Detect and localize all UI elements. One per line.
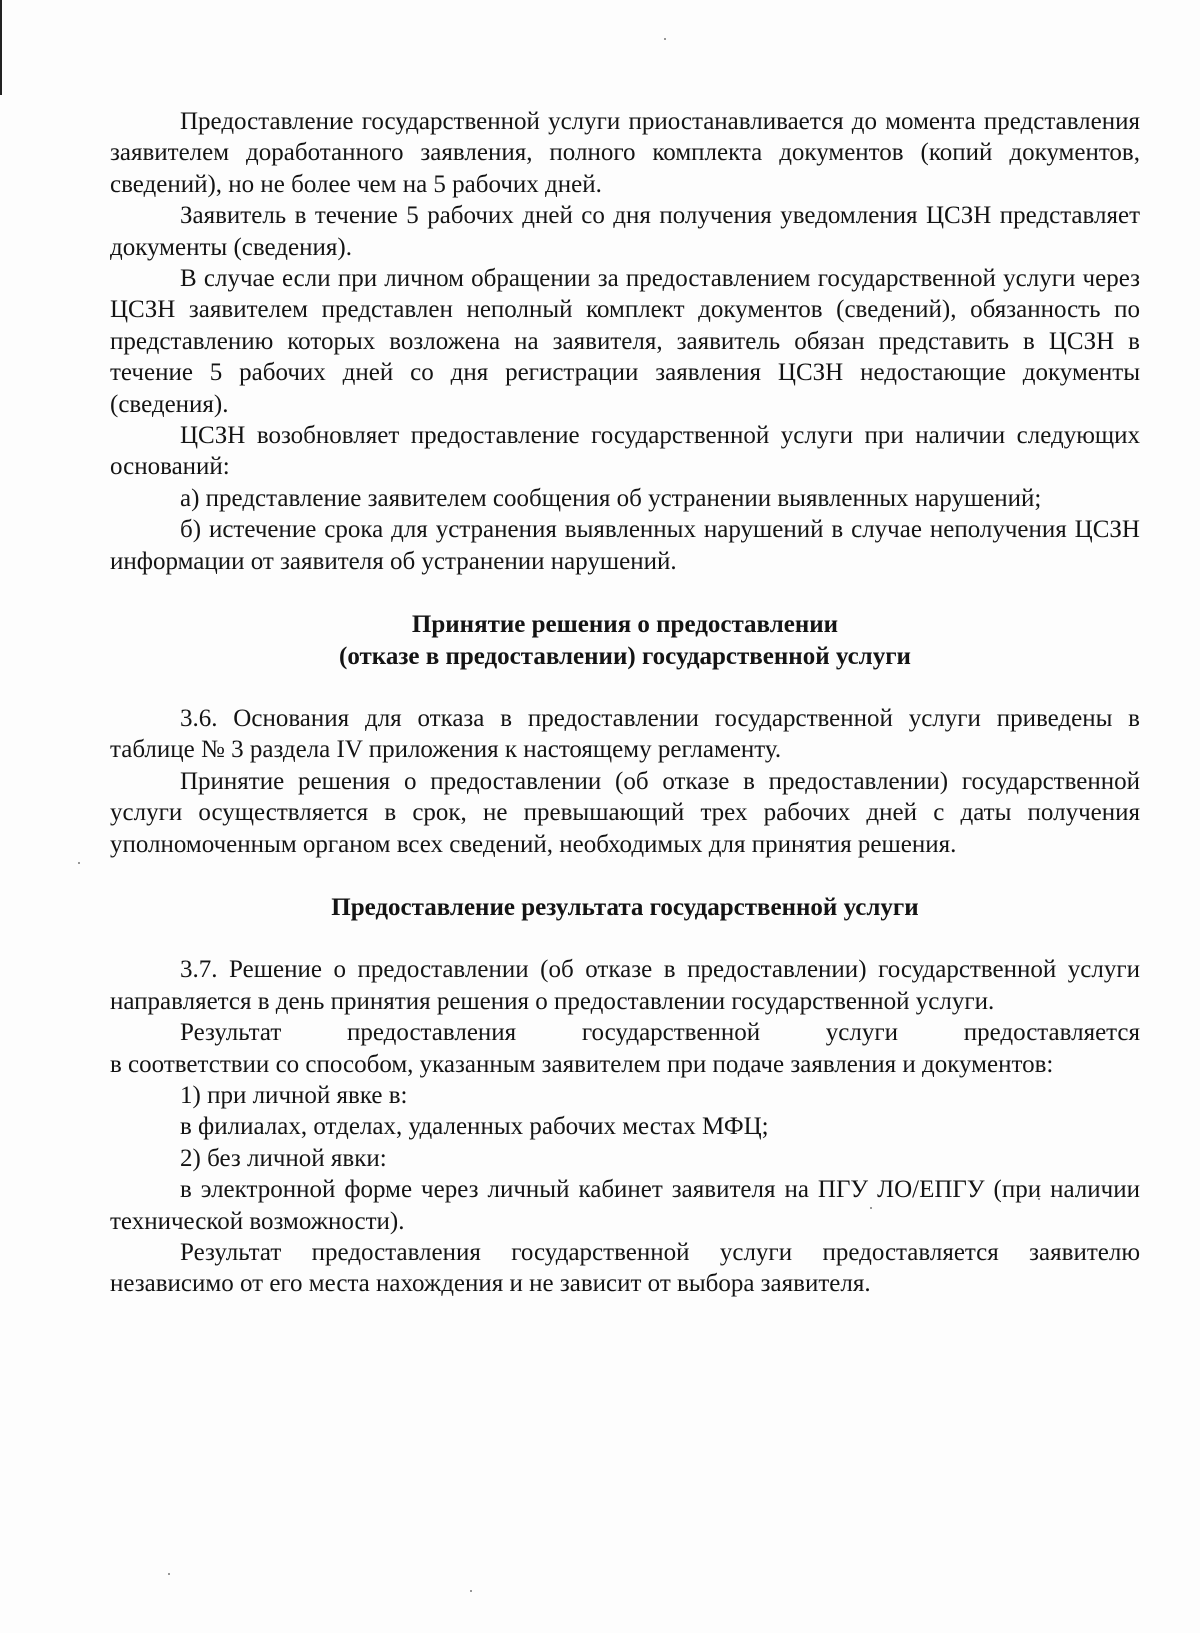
paragraph-result-delivery-line: Результат предоставления государственной услуги предоставляется bbox=[180, 1019, 1140, 1047]
document-body bbox=[110, 106, 1140, 1300]
paragraph-electronic: в электронной форме через личный кабинет заявителя на ПГУ ЛО/ЕПГУ (при наличии технической возможности). bbox=[110, 1176, 1140, 1235]
section-heading-decision bbox=[110, 609, 1140, 672]
paragraph-3-7: 3.7. Решение о предоставлении (об отказе в предоставлении) государственной услуги направляется в день принятия решения о предоставлении государственной услуги. bbox=[110, 956, 1140, 1015]
scan-speck bbox=[664, 38, 666, 40]
paragraph-deadline: Заявитель в течение 5 рабочих дней со дня получения уведомления ЦСЗН представляет документы (сведения). bbox=[110, 202, 1140, 261]
scan-speck bbox=[470, 1590, 472, 1592]
paragraph-in-person: 1) при личной явке в: bbox=[180, 1081, 408, 1109]
scan-speck bbox=[168, 1573, 170, 1575]
paragraph-suspension: Предоставление государственной услуги приостанавливается до момента представления заявителем доработанного заявления, полного комплекта документов (копий документов, сведений), но не более чем на 5 рабочих дней. bbox=[110, 108, 1140, 198]
paragraph-result-delivery-rest: в соответствии со способом, указанным заявителем при подаче заявления и документов: bbox=[110, 1050, 1054, 1078]
heading-line: Принятие решения о предоставлении bbox=[411, 611, 839, 639]
paragraph-independence: Результат предоставления государственной услуги предоставляется заявителю независимо от его места нахождения и не зависит от выбора заявителя. bbox=[110, 1239, 1140, 1298]
paragraph-mfc: в филиалах, отделах, удаленных рабочих местах МФЦ; bbox=[180, 1113, 769, 1141]
scan-speck bbox=[78, 862, 80, 864]
paragraph-decision-term: Принятие решения о предоставлении (об отказе в предоставлении) государственной услуги осуществляется в срок, не превышающий трех рабочих дней с даты получения уполномоченным органом всех сведений, необходимых для принятия решения. bbox=[110, 767, 1140, 858]
paragraph-remote: 2) без личной явки: bbox=[180, 1144, 387, 1172]
paragraph-item-a: а) представление заявителем сообщения об устранении выявленных нарушений; bbox=[180, 484, 1042, 512]
paragraph-resumption: ЦСЗН возобновляет предоставление государственной услуги при наличии следующих оснований: bbox=[110, 422, 1140, 481]
section-heading-result: Предоставление результата государственной услуги bbox=[331, 893, 919, 921]
paragraph-3-6: 3.6. Основания для отказа в предоставлении государственной услуги приведены в таблице № 3 раздела IV приложения к настоящему регламенту. bbox=[110, 704, 1140, 764]
heading-line: (отказе в предоставлении) государственной услуги bbox=[339, 642, 911, 670]
paragraph-item-b: б) истечение срока для устранения выявленных нарушений в случае неполучения ЦСЗН информации от заявителя об устранении нарушений. bbox=[110, 516, 1140, 575]
paragraph-incomplete-documents: В случае если при личном обращении за предоставлением государственной услуги через ЦСЗН заявителем представлен неполный комплект документов (сведений), обязанность по представлению которых возложена на заявителя, заявитель обязан представить в ЦСЗН в течение 5 рабочих дней со дня регистрации заявления ЦСЗН недостающие документы (сведения). bbox=[110, 265, 1140, 418]
scan-edge-mark bbox=[0, 0, 2, 95]
